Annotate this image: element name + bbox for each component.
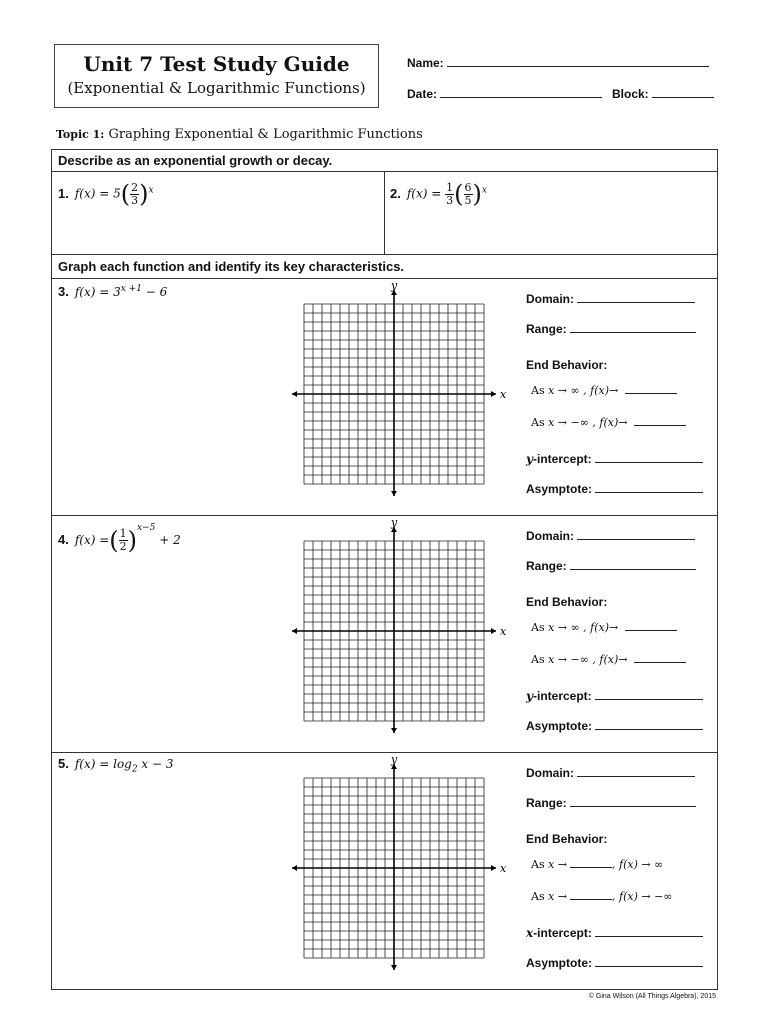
asymptote-row [526, 482, 703, 496]
limit-f: , f(x) → −∞ [612, 890, 673, 903]
axis-arrow [491, 628, 496, 634]
answer-line[interactable] [625, 620, 677, 631]
exponent: x−5 [137, 523, 156, 533]
end-behavior-row-1 [531, 857, 663, 871]
problem-expression-tail: + 2 [155, 533, 181, 547]
answer-line[interactable] [595, 452, 703, 463]
limit-x: x → −∞ , [548, 653, 596, 666]
divider [384, 171, 385, 254]
answer-line[interactable] [570, 559, 696, 570]
name-line[interactable] [447, 55, 709, 67]
block-label: Block: [612, 87, 649, 101]
intercept-row [526, 689, 703, 703]
answer-line[interactable] [595, 689, 703, 700]
axis-arrow [292, 628, 297, 634]
intercept-row [526, 452, 703, 466]
range-row [526, 322, 696, 336]
problem-expression-tail: − 6 [141, 285, 168, 299]
range-row [526, 796, 696, 810]
answer-line[interactable] [625, 383, 677, 394]
answer-line[interactable] [595, 719, 703, 730]
problem-expression-tail: x − 3 [137, 757, 174, 771]
intercept-label: -intercept: [532, 452, 592, 466]
fraction-denominator: 2 [119, 540, 127, 553]
name-field[interactable] [407, 55, 709, 70]
limit-x: x → −∞ , [548, 416, 596, 429]
axis-arrow [391, 491, 397, 496]
range-label: Range: [526, 559, 567, 573]
answer-line[interactable] [634, 415, 686, 426]
range-row [526, 559, 696, 573]
end-behavior-label: End Behavior: [526, 358, 608, 372]
page-title: Unit 7 Test Study Guide [83, 52, 350, 76]
limit-x: x → [548, 890, 568, 903]
end-behavior-label: End Behavior: [526, 832, 608, 846]
problem-2: 2. f(x) = $\frac{1}{3}$ ( $\frac{6}{5}$ )$^x$ [390, 180, 487, 208]
asymptote-row [526, 956, 703, 970]
topic-text: Graphing Exponential & Logarithmic Functions [108, 127, 423, 142]
topic-heading [56, 127, 423, 142]
intercept-row [526, 926, 703, 940]
exponent: x [481, 185, 487, 196]
domain-row [526, 766, 695, 780]
intercept-label: -intercept: [533, 926, 592, 940]
axis-arrow [491, 865, 496, 871]
end-behavior-row-1 [531, 383, 677, 397]
domain-row [526, 292, 695, 306]
fraction-denominator: 3 [131, 193, 139, 207]
exponent: x [148, 185, 154, 196]
section1-heading: Describe as an exponential growth or decay. [58, 153, 333, 168]
page-subtitle: (Exponential & Logarithmic Functions) [67, 79, 366, 97]
problem-number: 5. [58, 756, 69, 771]
range-label: Range: [526, 796, 567, 810]
limit-f: f(x)→ [599, 653, 628, 666]
problem-expression: f(x) = [406, 186, 442, 201]
axis-arrow [491, 391, 496, 397]
limit-f: f(x)→ [590, 384, 619, 397]
name-label: Name: [407, 56, 444, 70]
divider [52, 278, 717, 279]
as-label: As [531, 416, 545, 429]
coordinate-grid-5[interactable] [290, 754, 510, 988]
topic-label: Topic 1: [56, 128, 105, 141]
fraction-numerator: 1 [446, 180, 454, 194]
intercept-variable: x [526, 926, 534, 940]
limit-x: x → [548, 858, 568, 871]
date-label: Date: [407, 87, 438, 101]
fraction-numerator: 6 [464, 180, 472, 194]
date-field[interactable] [407, 86, 602, 101]
exponent: x +1 [120, 284, 142, 294]
as-label: As [531, 890, 545, 903]
coordinate-grid-4[interactable] [290, 517, 510, 751]
divider [52, 515, 717, 516]
domain-label: Domain: [526, 529, 574, 543]
divider [52, 752, 717, 753]
divider [52, 254, 717, 255]
answer-line[interactable] [570, 889, 612, 900]
fraction-numerator: 1 [119, 527, 127, 540]
problem-expression: f(x) = 3 [74, 285, 121, 299]
as-label: As [531, 653, 545, 666]
y-axis-label: y [391, 516, 398, 529]
axis-arrow [292, 391, 297, 397]
limit-x: x → ∞ , [548, 384, 587, 397]
problem-number: 4. [58, 532, 69, 547]
answer-line[interactable] [577, 766, 695, 777]
y-axis-label: y [391, 753, 398, 766]
problem-3 [58, 284, 167, 299]
answer-line[interactable] [570, 322, 696, 333]
answer-line[interactable] [595, 926, 703, 937]
asymptote-row [526, 719, 703, 733]
answer-line[interactable] [634, 652, 686, 663]
domain-row [526, 529, 695, 543]
problem-expression: f(x) = log [74, 757, 132, 771]
limit-f: f(x)→ [590, 621, 619, 634]
domain-label: Domain: [526, 292, 574, 306]
axis-arrow [391, 728, 397, 733]
as-label: As [531, 384, 545, 397]
problem-number: 3. [58, 284, 69, 299]
copyright: © Gina Wilson (All Things Algebra), 2015 [588, 993, 716, 1000]
problem-expression: f(x) = 5 [74, 186, 121, 201]
asymptote-label: Asymptote: [526, 719, 593, 733]
x-axis-label: x [500, 862, 507, 875]
end-behavior-label: End Behavior: [526, 595, 608, 609]
coordinate-grid-3[interactable] [290, 280, 510, 514]
axis-arrow [292, 865, 297, 871]
as-label: As [531, 621, 545, 634]
as-label: As [531, 858, 545, 871]
problem-number: 2. [390, 185, 401, 201]
problem-4: 4. f(x) =( $\frac{1}{2}$ )$^{x-5}$ + 2 [58, 523, 181, 555]
end-behavior-row-2 [531, 652, 686, 666]
date-line[interactable] [440, 86, 602, 98]
fraction-denominator: 3 [446, 193, 454, 207]
intercept-label: -intercept: [532, 689, 592, 703]
limit-f: f(x)→ [599, 416, 628, 429]
log-base: 2 [131, 764, 138, 775]
domain-label: Domain: [526, 766, 574, 780]
answer-line[interactable] [577, 529, 695, 540]
limit-x: x → ∞ , [548, 621, 587, 634]
intercept-variable: y [526, 689, 533, 703]
x-axis-label: x [500, 388, 507, 401]
answer-line[interactable] [595, 482, 703, 493]
block-line[interactable] [652, 86, 714, 98]
y-axis-label: y [391, 279, 398, 292]
end-behavior-row-2 [531, 889, 672, 903]
problem-5 [58, 756, 173, 774]
answer-line[interactable] [577, 292, 695, 303]
asymptote-label: Asymptote: [526, 956, 593, 970]
asymptote-label: Asymptote: [526, 482, 593, 496]
block-field[interactable] [612, 86, 714, 101]
limit-f: , f(x) → ∞ [612, 858, 664, 871]
answer-line[interactable] [595, 956, 703, 967]
problem-number: 1. [58, 185, 69, 201]
intercept-variable: y [526, 452, 533, 466]
problem-1: 1. f(x) = 5( $\frac{2}{3}$ )$^x$ [58, 180, 154, 208]
section2-heading: Graph each function and identify its key characteristics. [58, 259, 405, 274]
x-axis-label: x [500, 625, 507, 638]
end-behavior-row-1 [531, 620, 677, 634]
range-label: Range: [526, 322, 567, 336]
fraction-denominator: 5 [464, 193, 472, 207]
title-box [54, 44, 379, 108]
axis-arrow [391, 965, 397, 970]
answer-line[interactable] [570, 796, 696, 807]
answer-line[interactable] [570, 857, 612, 868]
end-behavior-row-2 [531, 415, 686, 429]
problem-expression: f(x) = [74, 533, 110, 547]
fraction-numerator: 2 [131, 180, 139, 194]
